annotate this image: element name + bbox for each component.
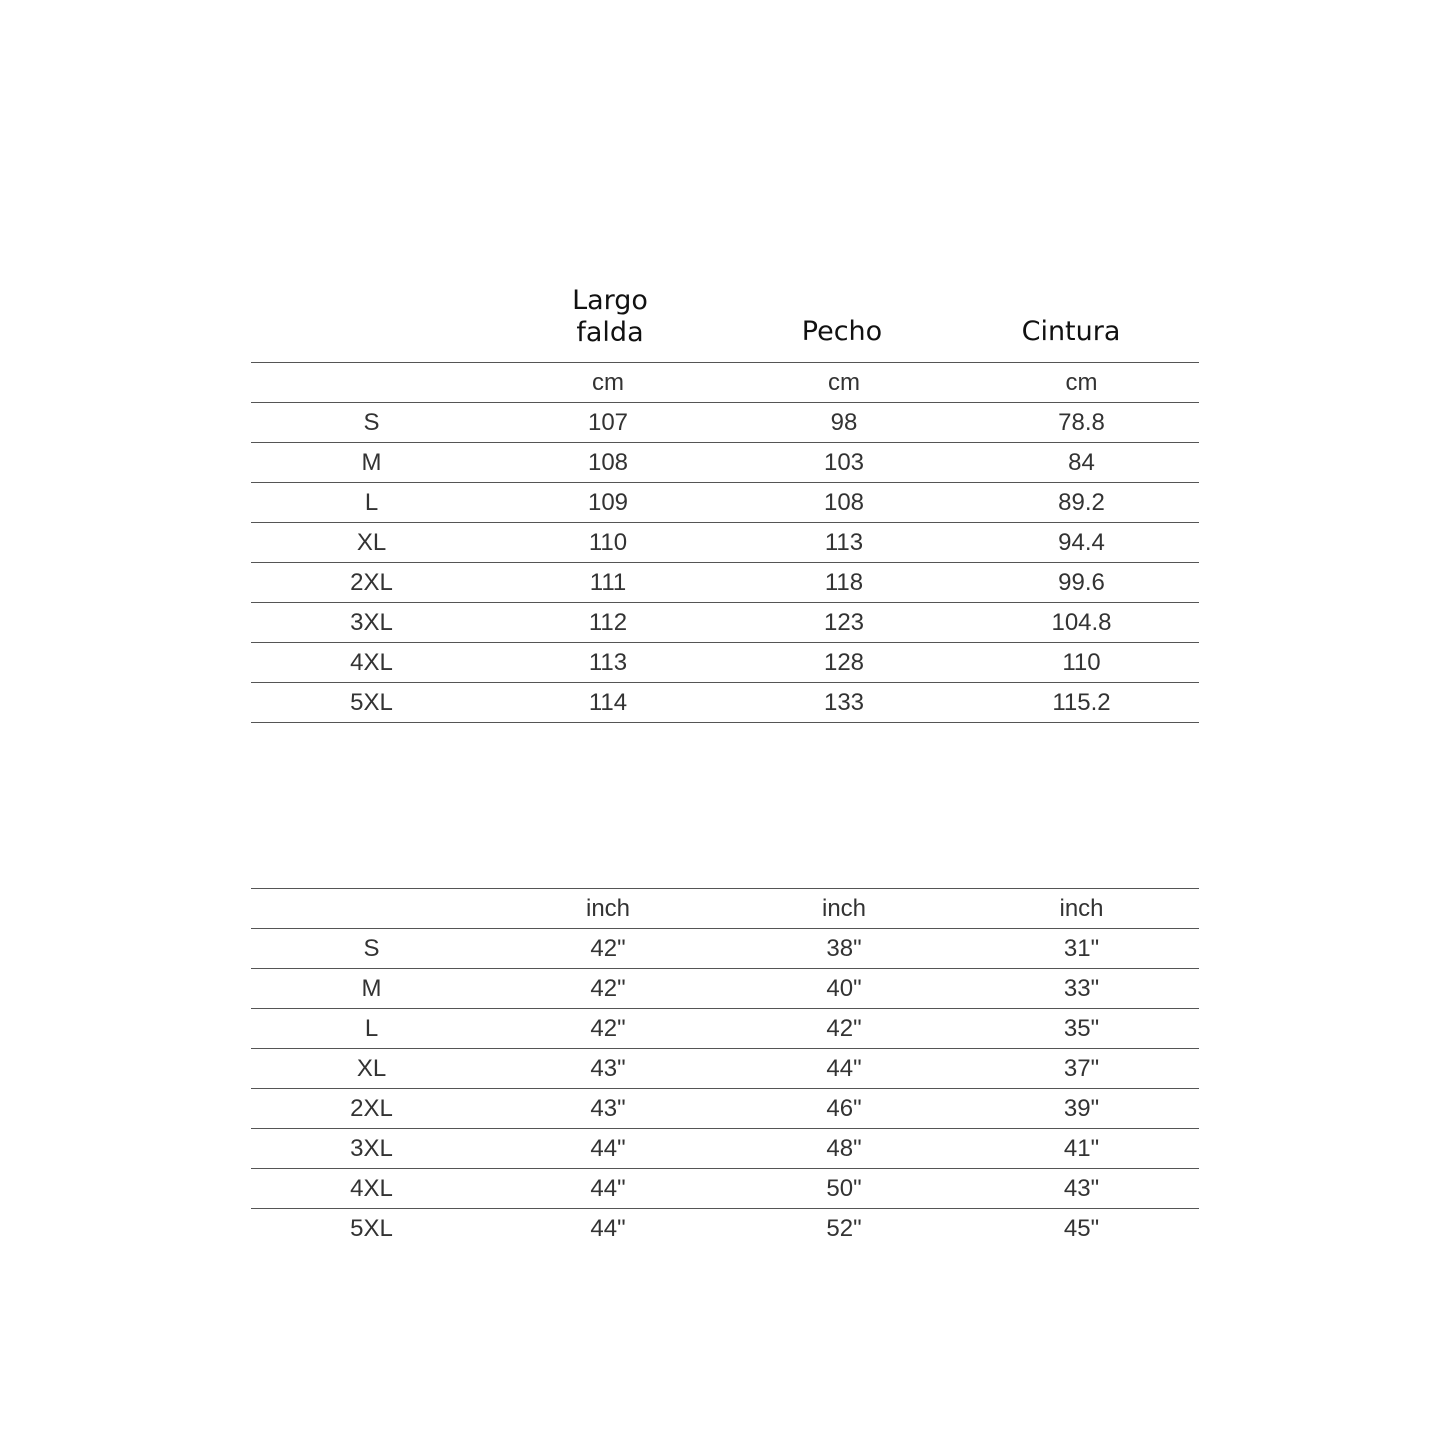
chest-cell: 113 (724, 523, 964, 563)
waist-cell: 104.8 (964, 603, 1199, 643)
waist-cell: 89.2 (964, 483, 1199, 523)
length-cell: 42" (492, 1009, 724, 1049)
size-cell: XL (251, 523, 492, 563)
size-cell: 4XL (251, 1169, 492, 1209)
header-largo-falda (510, 285, 710, 349)
waist-cell: 78.8 (964, 403, 1199, 443)
length-cell: 42" (492, 969, 724, 1009)
header-cintura: Cintura (1021, 316, 1121, 347)
table-row (251, 483, 1199, 523)
size-cell: 3XL (251, 603, 492, 643)
table-row (251, 683, 1199, 723)
units-cell: cm (492, 363, 724, 403)
table-row (251, 929, 1199, 969)
waist-cell: 33" (964, 969, 1199, 1009)
length-cell: 43" (492, 1049, 724, 1089)
chest-cell: 40" (724, 969, 964, 1009)
units-cell (251, 363, 492, 403)
length-cell: 107 (492, 403, 724, 443)
size-cell: M (251, 443, 492, 483)
header-largo-falda-line2: falda (576, 317, 644, 348)
table-row (251, 1169, 1199, 1209)
waist-cell: 37" (964, 1049, 1199, 1089)
chest-cell: 128 (724, 643, 964, 683)
length-cell: 112 (492, 603, 724, 643)
chest-cell: 46" (724, 1089, 964, 1129)
waist-cell: 31" (964, 929, 1199, 969)
length-cell: 113 (492, 643, 724, 683)
table-row (251, 403, 1199, 443)
size-cell: XL (251, 1049, 492, 1089)
size-cell: 5XL (251, 683, 492, 723)
chest-cell: 48" (724, 1129, 964, 1169)
units-cell: inch (492, 889, 724, 929)
size-cell: 3XL (251, 1129, 492, 1169)
size-cell: 2XL (251, 1089, 492, 1129)
length-cell: 114 (492, 683, 724, 723)
chest-cell: 42" (724, 1009, 964, 1049)
size-cell: S (251, 929, 492, 969)
units-cell: cm (964, 363, 1199, 403)
length-cell: 44" (492, 1209, 724, 1249)
units-cell: cm (724, 363, 964, 403)
table-row (251, 563, 1199, 603)
waist-cell: 39" (964, 1089, 1199, 1129)
length-cell: 44" (492, 1129, 724, 1169)
table-row (251, 1009, 1199, 1049)
table-row (251, 523, 1199, 563)
chest-cell: 38" (724, 929, 964, 969)
size-cell: L (251, 1009, 492, 1049)
length-cell: 108 (492, 443, 724, 483)
waist-cell: 45" (964, 1209, 1199, 1249)
units-cell: inch (724, 889, 964, 929)
size-cell: L (251, 483, 492, 523)
chest-cell: 98 (724, 403, 964, 443)
size-cell: 2XL (251, 563, 492, 603)
table-row (251, 1089, 1199, 1129)
header-pecho: Pecho (801, 316, 883, 347)
units-row (251, 363, 1199, 403)
chest-cell: 52" (724, 1209, 964, 1249)
chest-cell: 118 (724, 563, 964, 603)
waist-cell: 115.2 (964, 683, 1199, 723)
size-cell: M (251, 969, 492, 1009)
chest-cell: 123 (724, 603, 964, 643)
waist-cell: 84 (964, 443, 1199, 483)
chest-cell: 108 (724, 483, 964, 523)
waist-cell: 43" (964, 1169, 1199, 1209)
length-cell: 111 (492, 563, 724, 603)
column-headers (0, 0, 1445, 360)
header-largo-falda-line1: Largo (572, 285, 648, 316)
table-row (251, 643, 1199, 683)
table-row (251, 603, 1199, 643)
table-row (251, 1209, 1199, 1249)
size-table-inch (251, 888, 1199, 1248)
size-cell: 4XL (251, 643, 492, 683)
units-cell (251, 889, 492, 929)
size-cell: S (251, 403, 492, 443)
size-cell: 5XL (251, 1209, 492, 1249)
table-row (251, 1049, 1199, 1089)
table-row (251, 1129, 1199, 1169)
length-cell: 44" (492, 1169, 724, 1209)
chest-cell: 44" (724, 1049, 964, 1089)
table-row (251, 969, 1199, 1009)
length-cell: 109 (492, 483, 724, 523)
chest-cell: 103 (724, 443, 964, 483)
length-cell: 42" (492, 929, 724, 969)
waist-cell: 94.4 (964, 523, 1199, 563)
table-row (251, 443, 1199, 483)
waist-cell: 110 (964, 643, 1199, 683)
waist-cell: 35" (964, 1009, 1199, 1049)
waist-cell: 99.6 (964, 563, 1199, 603)
chest-cell: 50" (724, 1169, 964, 1209)
size-table-cm (251, 362, 1199, 723)
units-row (251, 889, 1199, 929)
length-cell: 110 (492, 523, 724, 563)
waist-cell: 41" (964, 1129, 1199, 1169)
length-cell: 43" (492, 1089, 724, 1129)
chest-cell: 133 (724, 683, 964, 723)
units-cell: inch (964, 889, 1199, 929)
